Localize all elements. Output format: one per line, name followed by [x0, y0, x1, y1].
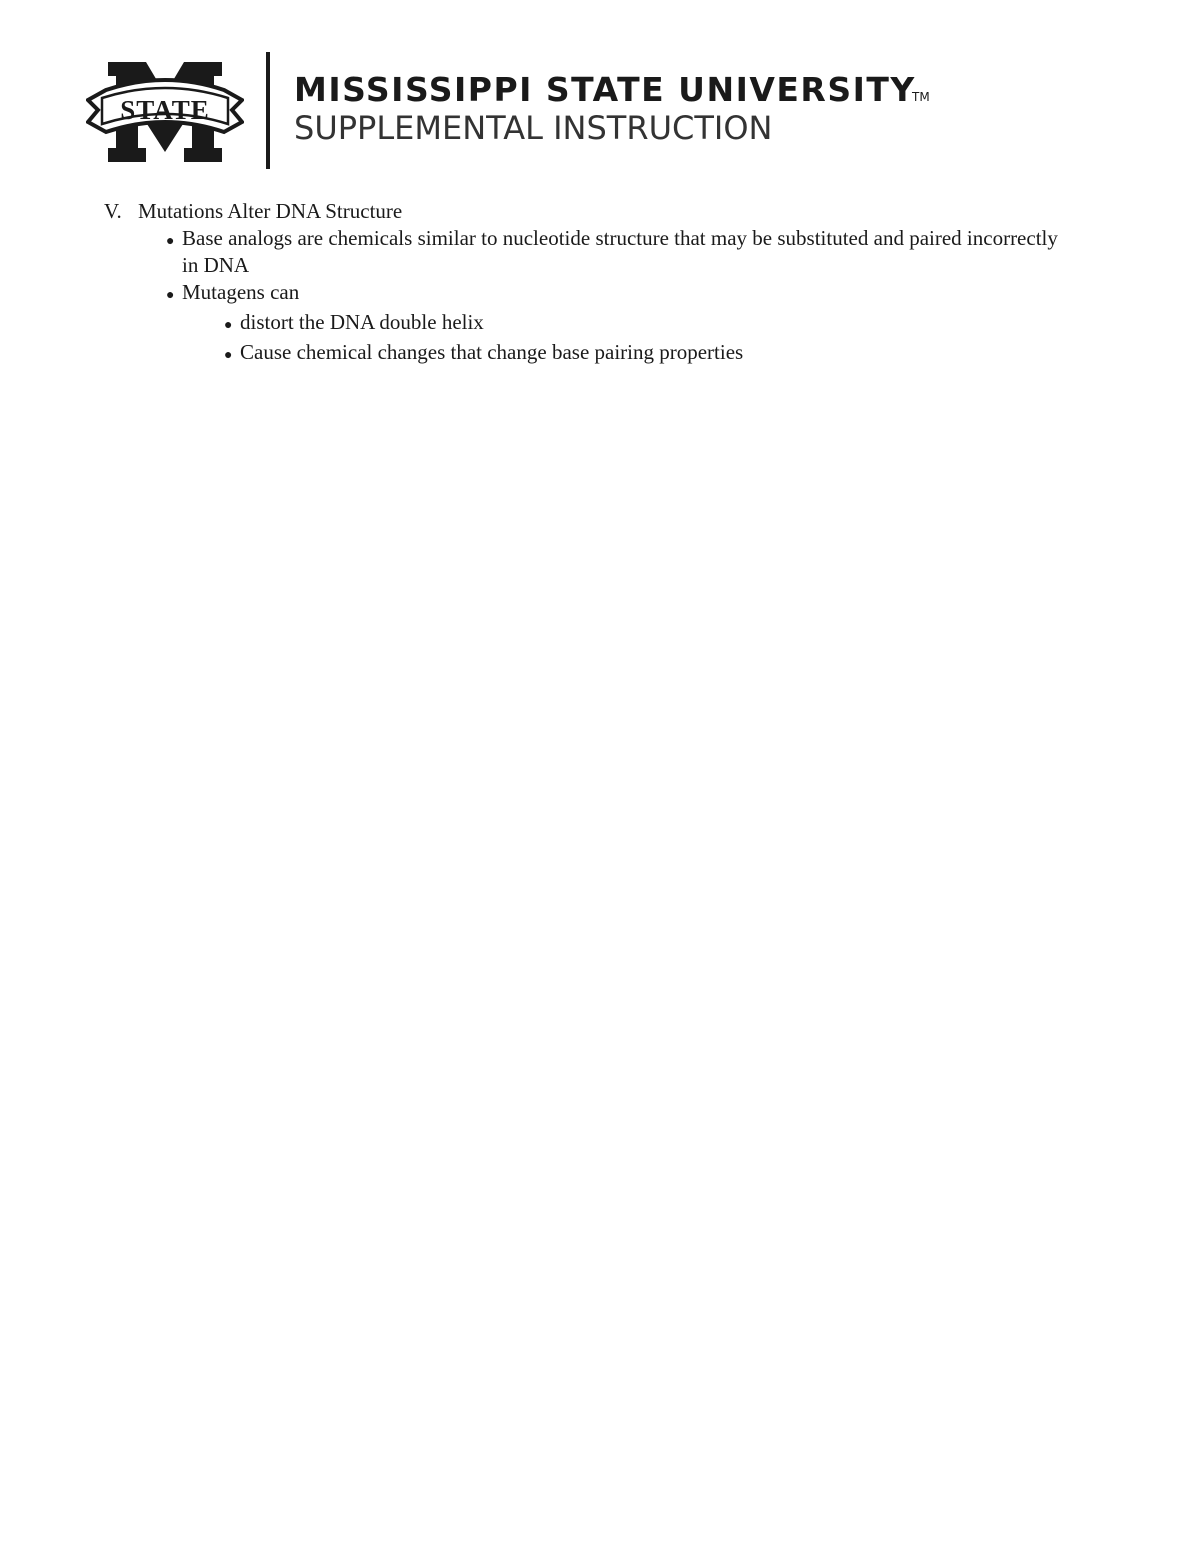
- trademark-symbol: TM: [912, 90, 930, 104]
- program-name: SUPPLEMENTAL INSTRUCTION: [294, 109, 773, 147]
- sub-list-item-text: Cause chemical changes that change base pairing properties: [240, 340, 744, 364]
- document-body: [104, 198, 1064, 369]
- sub-list-item-text: distort the DNA double helix: [240, 310, 484, 334]
- section-heading: [104, 198, 1064, 225]
- section-numeral: V.: [104, 199, 122, 223]
- svg-text:STATE: STATE: [120, 95, 210, 125]
- document-header: [86, 50, 946, 172]
- sub-list-item: [224, 309, 1064, 339]
- msu-m-state-logo: [86, 60, 244, 164]
- list-item-text: Base analogs are chemicals similar to nucleotide structure that may be substituted and paired incorrectly in DNA: [182, 226, 1058, 277]
- header-divider: [266, 52, 270, 169]
- sub-list-item: [224, 339, 1064, 369]
- bullet-icon: ●: [224, 318, 233, 333]
- bullet-icon: ●: [224, 348, 233, 363]
- list-item: [166, 279, 1064, 309]
- university-name: MISSISSIPPI STATE UNIVERSITY: [294, 70, 916, 109]
- bullet-icon: ●: [166, 288, 175, 303]
- list-item-text: Mutagens can: [182, 280, 300, 304]
- bullet-icon: ●: [166, 234, 175, 249]
- section-title: Mutations Alter DNA Structure: [138, 199, 403, 223]
- list-item: [166, 225, 1064, 279]
